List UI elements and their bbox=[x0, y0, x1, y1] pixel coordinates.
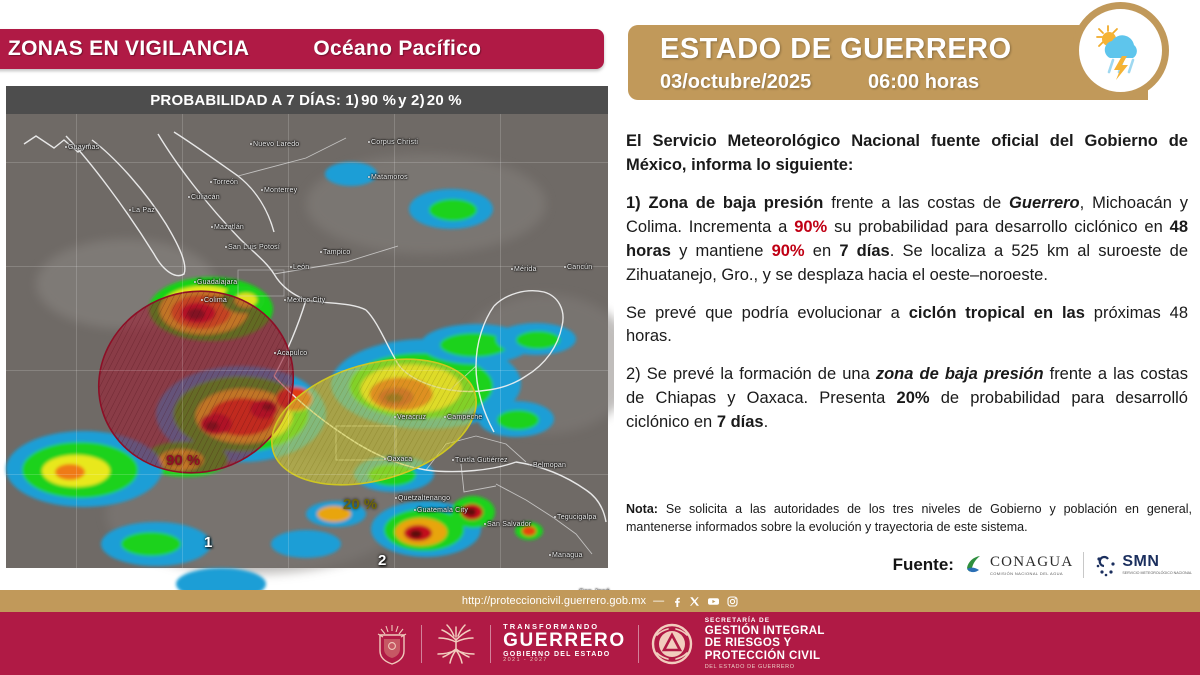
smn-name: SMN bbox=[1122, 553, 1160, 571]
forecast-paragraph bbox=[626, 302, 1188, 350]
item-1-text-6: . Se localiza a 525 km al suroeste de Zihuatanejo, Gro., y se desplaza hacia el oeste–noroeste. bbox=[626, 241, 1189, 284]
conagua-subtitle: COMISIÓN NACIONAL DEL AGUA bbox=[989, 570, 1063, 576]
city-label: Tuxtla Gutiérrez bbox=[455, 457, 508, 464]
government-wordmark bbox=[503, 623, 626, 664]
city-dot bbox=[368, 176, 370, 178]
city-dot bbox=[225, 246, 227, 248]
bulletin-body bbox=[626, 130, 1188, 449]
item-2-text-2: frente a las costas de Chiapas y Oaxaca. Presenta bbox=[626, 365, 1188, 408]
item-2-pct-7d: 20% bbox=[896, 389, 930, 408]
city-label: La Paz bbox=[132, 207, 155, 214]
item-1-window-7d: 7 días bbox=[839, 241, 890, 260]
city-dot bbox=[290, 266, 292, 268]
city-dot bbox=[194, 281, 196, 283]
pc-line-3: DE RIESGOS Y bbox=[704, 637, 792, 650]
item-1-paragraph bbox=[626, 192, 1188, 288]
city-label: Oaxaca bbox=[387, 456, 413, 463]
ocean-title: Océano Pacífico bbox=[313, 37, 482, 60]
city-label: Managua bbox=[552, 552, 583, 559]
city-label: Mazatlán bbox=[214, 224, 245, 231]
map-gridline bbox=[288, 114, 289, 568]
map-gridline bbox=[6, 370, 608, 371]
map-probability-header bbox=[6, 86, 608, 114]
map-gridline bbox=[6, 474, 608, 475]
forecast-text-2: próximas 48 horas. bbox=[626, 303, 1188, 346]
zone-90-number: 1 bbox=[204, 534, 213, 551]
city-label: Colima bbox=[204, 297, 227, 304]
weather-badge bbox=[1072, 2, 1169, 99]
city-label: Monterrey bbox=[264, 187, 298, 194]
source-label: Fuente: bbox=[892, 555, 954, 574]
conagua-logo bbox=[964, 554, 1073, 576]
state-title: ESTADO DE GUERRERO bbox=[660, 33, 1012, 65]
institutional-footer bbox=[0, 612, 1200, 675]
city-dot bbox=[320, 251, 322, 253]
city-label: San Salvador bbox=[487, 521, 532, 528]
youtube-icon[interactable] bbox=[707, 596, 720, 607]
city-label: León bbox=[293, 264, 310, 271]
intro-paragraph bbox=[626, 130, 1188, 178]
item-2-window-7d: 7 días bbox=[716, 413, 764, 432]
city-dot bbox=[452, 459, 454, 461]
item-1-number: 1) bbox=[626, 193, 641, 212]
item-1-pct-48h: 90% bbox=[794, 217, 828, 236]
bulletin-date: 03/octubre/2025 bbox=[660, 71, 812, 93]
zone-20-label: 20 % bbox=[343, 496, 378, 513]
footer-divider bbox=[638, 625, 639, 663]
pc-line-1: SECRETARÍA DE bbox=[704, 617, 771, 625]
item-2-text-1: Se prevé la formación de una bbox=[640, 365, 876, 384]
map-gridline bbox=[76, 114, 77, 568]
bulletin-panel bbox=[614, 0, 1200, 590]
item-2-text-3: de probabilidad para desarrolló ciclónico en bbox=[626, 389, 1188, 432]
item-2-paragraph bbox=[626, 363, 1188, 435]
zone-90-label: 90 % bbox=[166, 452, 201, 469]
gob-line-2: GUERRERO bbox=[503, 629, 626, 651]
item-1-text-3: su probabilidad para desarrollo ciclónico en bbox=[827, 217, 1170, 236]
city-label: Cancún bbox=[567, 264, 593, 271]
city-label: Campeche bbox=[447, 414, 483, 421]
city-dot bbox=[274, 352, 276, 354]
city-label: Tampico bbox=[323, 249, 351, 256]
city-label: Culiacán bbox=[191, 194, 220, 201]
city-label: Corpus Christi bbox=[371, 139, 419, 146]
map-gridline bbox=[182, 114, 183, 568]
bulletin-hour: 06:00 horas bbox=[868, 71, 980, 93]
item-2-lead: zona de baja presión bbox=[875, 365, 1044, 384]
city-label: Nuevo Laredo bbox=[253, 141, 300, 148]
city-dot bbox=[554, 516, 556, 518]
intro-text: El Servicio Meteorológico Nacional fuente oficial del Gobierno de México, informa lo siguiente: bbox=[626, 132, 1188, 174]
city-dot bbox=[261, 189, 263, 191]
city-dot bbox=[188, 196, 190, 198]
website-strip bbox=[0, 590, 1200, 612]
source-divider bbox=[1083, 552, 1084, 578]
map-gridline bbox=[500, 114, 501, 568]
map-imagery bbox=[6, 114, 608, 568]
instagram-icon[interactable] bbox=[727, 596, 738, 607]
city-dot bbox=[368, 141, 370, 143]
forecast-emphasis: ciclón tropical en las bbox=[908, 303, 1085, 322]
source-row bbox=[893, 548, 1192, 582]
url-separator: — bbox=[653, 595, 665, 607]
satellite-map[interactable] bbox=[6, 86, 608, 568]
ceiba-tree-icon bbox=[434, 623, 478, 665]
city-dot bbox=[564, 266, 566, 268]
item-1-text-4: y mantiene bbox=[670, 241, 772, 260]
civil-protection-icon bbox=[651, 623, 693, 665]
watch-zones-title: ZONAS EN VIGILANCIA bbox=[8, 37, 250, 60]
smn-mark-icon bbox=[1094, 553, 1118, 577]
conagua-name: CONAGUA bbox=[989, 553, 1074, 570]
watch-zones-banner bbox=[0, 29, 604, 69]
city-dot bbox=[211, 226, 213, 228]
city-dot bbox=[129, 209, 131, 211]
city-label: Matamoros bbox=[371, 174, 408, 181]
map-gridline bbox=[394, 114, 395, 568]
item-1-lead: Zona de baja presión bbox=[648, 193, 824, 212]
smn-logo bbox=[1094, 553, 1192, 577]
footer-divider bbox=[421, 625, 422, 663]
bulletin-header bbox=[628, 25, 1148, 100]
city-dot bbox=[414, 509, 416, 511]
item-1-pct-7d: 90% bbox=[771, 241, 805, 260]
city-label: Guadalajara bbox=[197, 279, 238, 286]
note-block bbox=[626, 500, 1192, 536]
item-1-place: Guerrero bbox=[1009, 193, 1080, 212]
x-twitter-icon[interactable] bbox=[689, 596, 700, 607]
watch-zones-panel bbox=[0, 0, 614, 590]
city-label: Acapulco bbox=[277, 350, 308, 357]
guerrero-coat-of-arms-icon bbox=[375, 623, 409, 665]
probability-20-value: 20 % bbox=[426, 91, 462, 109]
city-dot bbox=[65, 146, 67, 148]
city-label: Guaymas bbox=[68, 144, 100, 151]
item-2-text-4: . bbox=[763, 413, 769, 432]
city-label: Mexico City bbox=[287, 297, 326, 304]
city-dot bbox=[444, 416, 446, 418]
city-dot bbox=[250, 143, 252, 145]
city-label: Belmopan bbox=[533, 462, 567, 469]
city-label: Mérida bbox=[514, 266, 537, 273]
city-label: Tegucigalpa bbox=[557, 514, 597, 521]
item-1-window-48h: 48 horas bbox=[626, 217, 1188, 260]
probability-conjunction: y 2) bbox=[398, 91, 425, 109]
pc-line-4: PROTECCIÓN CIVIL bbox=[704, 649, 821, 662]
note-text: Se solicita a las autoridades de los tres niveles de Gobierno y población en general, mantenerse informados sobre la evolución y trayectoria de este sistema. bbox=[626, 502, 1192, 535]
map-canvas bbox=[6, 114, 608, 568]
city-dot bbox=[201, 299, 203, 301]
city-dot bbox=[384, 458, 386, 460]
city-label: Quetzaltenango bbox=[398, 495, 451, 502]
city-label: Torreón bbox=[213, 179, 239, 186]
website-url[interactable]: http://proteccioncivil.guerrero.gob.mx bbox=[461, 595, 647, 607]
note-label: Nota: bbox=[626, 502, 658, 516]
gob-line-3: GOBIERNO DEL ESTADO bbox=[503, 650, 611, 658]
footer-divider bbox=[490, 625, 491, 663]
city-dot bbox=[210, 181, 212, 183]
city-dot bbox=[284, 299, 286, 301]
map-gridline bbox=[6, 266, 608, 267]
sun-cloud-rain-lightning-icon bbox=[1090, 20, 1152, 82]
smn-subtitle: SERVICIO METEOROLÓGICO NACIONAL bbox=[1122, 571, 1192, 576]
forecast-text-1: Se prevé que podría evolucionar a bbox=[626, 303, 909, 322]
city-dot bbox=[484, 523, 486, 525]
gob-line-4: 2021 - 2027 bbox=[503, 657, 548, 664]
city-label: San Luis Potosí bbox=[228, 244, 281, 251]
city-dot bbox=[395, 497, 397, 499]
pc-line-2: GESTIÓN INTEGRAL bbox=[704, 624, 825, 637]
item-2-number: 2) bbox=[626, 365, 641, 384]
civil-protection-wordmark bbox=[705, 617, 825, 669]
city-label: Guatemala City bbox=[417, 507, 469, 514]
item-1-text-1: frente a las costas de bbox=[823, 193, 1010, 212]
probability-90-value: 90 % bbox=[361, 91, 397, 109]
city-dot bbox=[530, 464, 532, 466]
city-label: Veracruz bbox=[397, 414, 427, 421]
city-dot bbox=[394, 416, 396, 418]
item-1-text-2: , Michoacán y Colima. Incrementa a bbox=[626, 193, 1188, 236]
conagua-mark-icon bbox=[964, 554, 986, 576]
item-1-text-5: en bbox=[804, 241, 840, 260]
gob-line-1: TRANSFORMANDO bbox=[503, 622, 600, 632]
map-gridline bbox=[6, 162, 608, 163]
probability-prefix: PROBABILIDAD A 7 DÍAS: 1) bbox=[150, 91, 360, 109]
city-dot bbox=[511, 268, 513, 270]
pc-line-5: DEL ESTADO DE GUERRERO bbox=[704, 663, 795, 670]
zone-20-number: 2 bbox=[378, 552, 387, 569]
city-dot bbox=[549, 554, 551, 556]
facebook-icon[interactable] bbox=[671, 596, 682, 607]
